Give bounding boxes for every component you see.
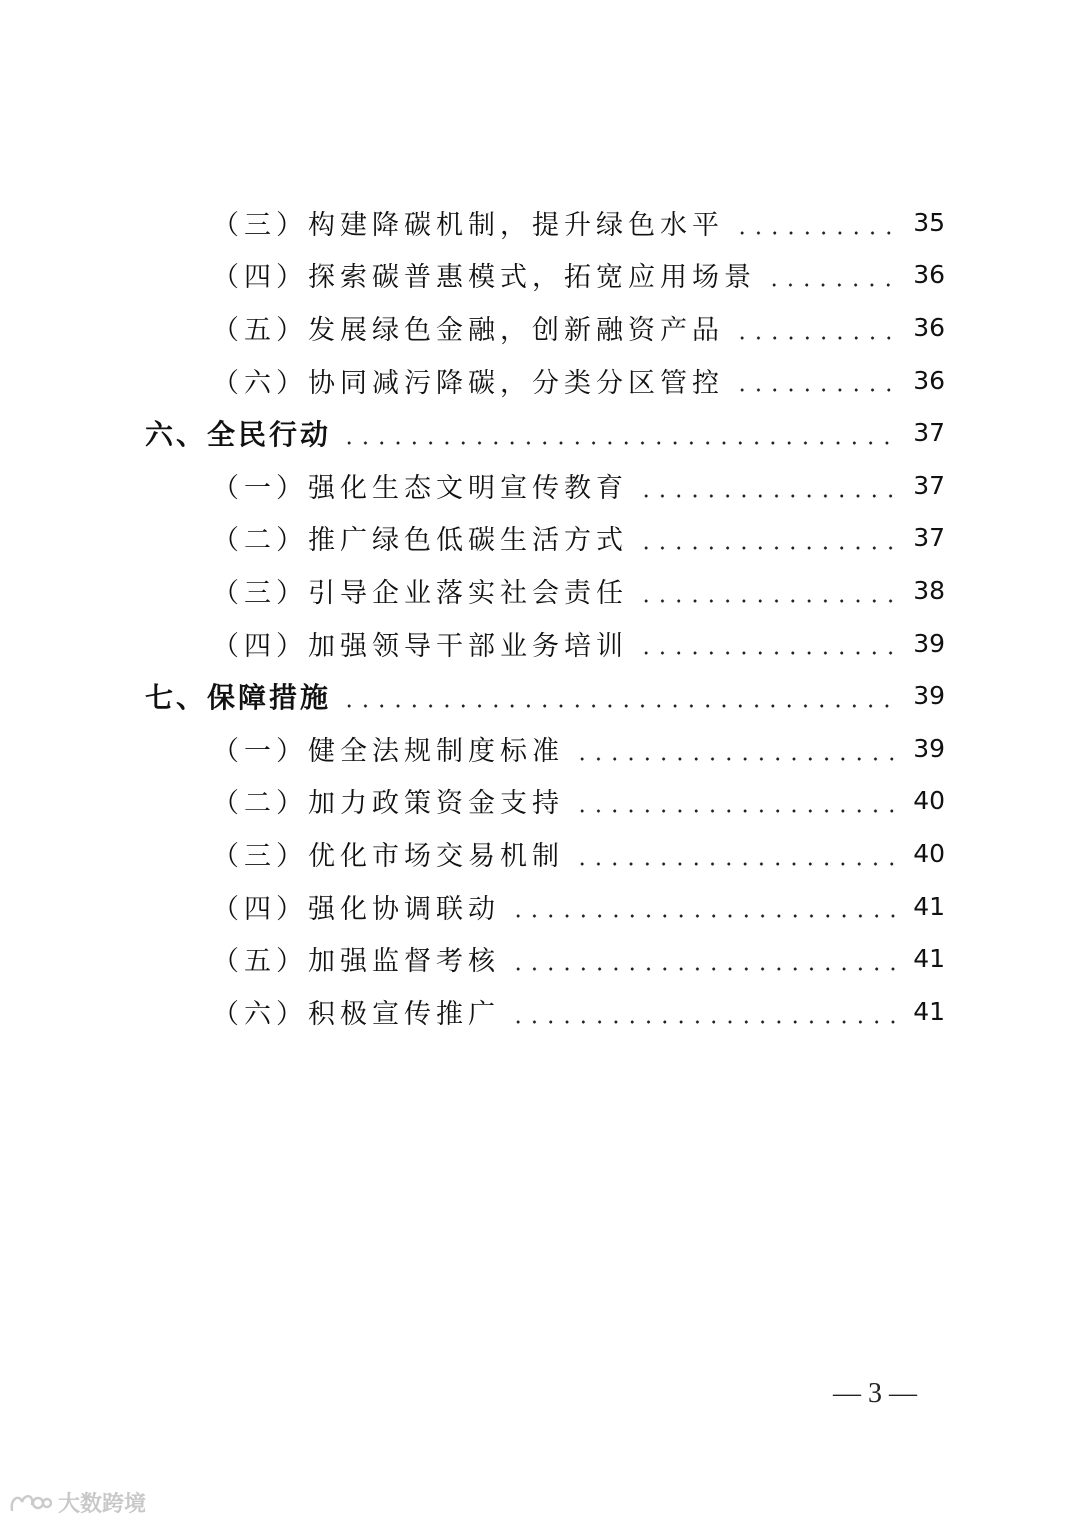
toc-leader-dots	[638, 599, 895, 603]
toc-entry[interactable]	[0, 564, 1080, 617]
toc-entry-title: （四）强化协调联动	[212, 893, 500, 925]
toc-entry[interactable]	[0, 985, 1080, 1038]
toc-entry[interactable]	[0, 354, 1080, 407]
toc-leader-dots	[766, 283, 895, 287]
toc-entry[interactable]	[0, 512, 1080, 565]
toc-entry-page: 35	[913, 207, 945, 237]
toc-entry-page: 36	[913, 260, 945, 290]
toc-entry-title: （一）健全法规制度标准	[212, 735, 564, 767]
toc-leader-dots	[341, 441, 895, 445]
toc-entry-page: 38	[913, 575, 945, 605]
toc-entry-page: 41	[913, 944, 945, 974]
toc-entry-title: （五）发展绿色金融，创新融资产品	[212, 314, 724, 346]
toc-section-title: 七、保障措施	[145, 680, 332, 714]
toc-entry-page: 36	[913, 312, 945, 342]
toc-entry-title: （六）协同减污降碳，分类分区管控	[212, 367, 724, 399]
toc-section-heading[interactable]	[0, 669, 1080, 722]
toc-leader-dots	[638, 494, 895, 498]
toc-entry-page: 40	[913, 786, 945, 816]
toc-entry-page: 37	[913, 523, 945, 553]
toc-leader-dots	[510, 914, 895, 918]
toc-entry[interactable]	[0, 196, 1080, 249]
toc-leader-dots	[341, 704, 895, 708]
toc-entry-title: （一）强化生态文明宣传教育	[212, 472, 628, 504]
toc-entry-title: （六）积极宣传推广	[212, 998, 500, 1030]
watermark-text: 大数跨境	[58, 1492, 147, 1517]
toc-leader-dots	[734, 336, 895, 340]
toc-entry-page: 39	[913, 681, 945, 711]
toc-leader-dots	[574, 757, 895, 761]
toc-leader-dots	[510, 1020, 895, 1024]
toc-entry-page: 41	[913, 996, 945, 1026]
toc-entry-page: 41	[913, 891, 945, 921]
toc-leader-dots	[574, 862, 895, 866]
toc-leader-dots	[638, 651, 895, 655]
toc-entry-title: （五）加强监督考核	[212, 946, 500, 978]
toc-entry-title: （二）推广绿色低碳生活方式	[212, 525, 628, 557]
toc-entry[interactable]	[0, 249, 1080, 302]
toc-leader-dots	[638, 546, 895, 550]
toc-leader-dots	[734, 388, 895, 392]
toc-entry[interactable]	[0, 932, 1080, 985]
watermark-logo-icon	[8, 1490, 52, 1516]
toc-entry-title: （二）加力政策资金支持	[212, 788, 564, 820]
toc-entry-page: 39	[913, 628, 945, 658]
page-number: — 3 —	[833, 1378, 917, 1409]
toc-entry-title: （四）探索碳普惠模式，拓宽应用场景	[212, 262, 756, 294]
toc-entry-title: （三）构建降碳机制，提升绿色水平	[212, 209, 724, 241]
toc-entry-title: （四）加强领导干部业务培训	[212, 630, 628, 662]
toc-leader-dots	[574, 809, 895, 813]
toc-entry[interactable]	[0, 722, 1080, 775]
toc-leader-dots	[734, 231, 895, 235]
toc-entry-title: （三）优化市场交易机制	[212, 840, 564, 872]
toc-entry-page: 37	[913, 418, 945, 448]
toc-entry-page: 36	[913, 365, 945, 395]
toc-entry[interactable]	[0, 880, 1080, 933]
toc-entry[interactable]	[0, 617, 1080, 670]
toc-entry[interactable]	[0, 775, 1080, 828]
toc-entry[interactable]	[0, 301, 1080, 354]
toc-entry-title: （三）引导企业落实社会责任	[212, 577, 628, 609]
toc-entry-page: 39	[913, 733, 945, 763]
toc-entry[interactable]	[0, 827, 1080, 880]
toc-entry[interactable]	[0, 459, 1080, 512]
toc-section-title: 六、全民行动	[145, 417, 332, 451]
toc-section-heading[interactable]	[0, 406, 1080, 459]
toc-entry-page: 37	[913, 470, 945, 500]
toc-entry-page: 40	[913, 838, 945, 868]
table-of-contents	[0, 196, 1080, 1038]
watermark	[8, 1487, 146, 1518]
toc-leader-dots	[510, 967, 895, 971]
